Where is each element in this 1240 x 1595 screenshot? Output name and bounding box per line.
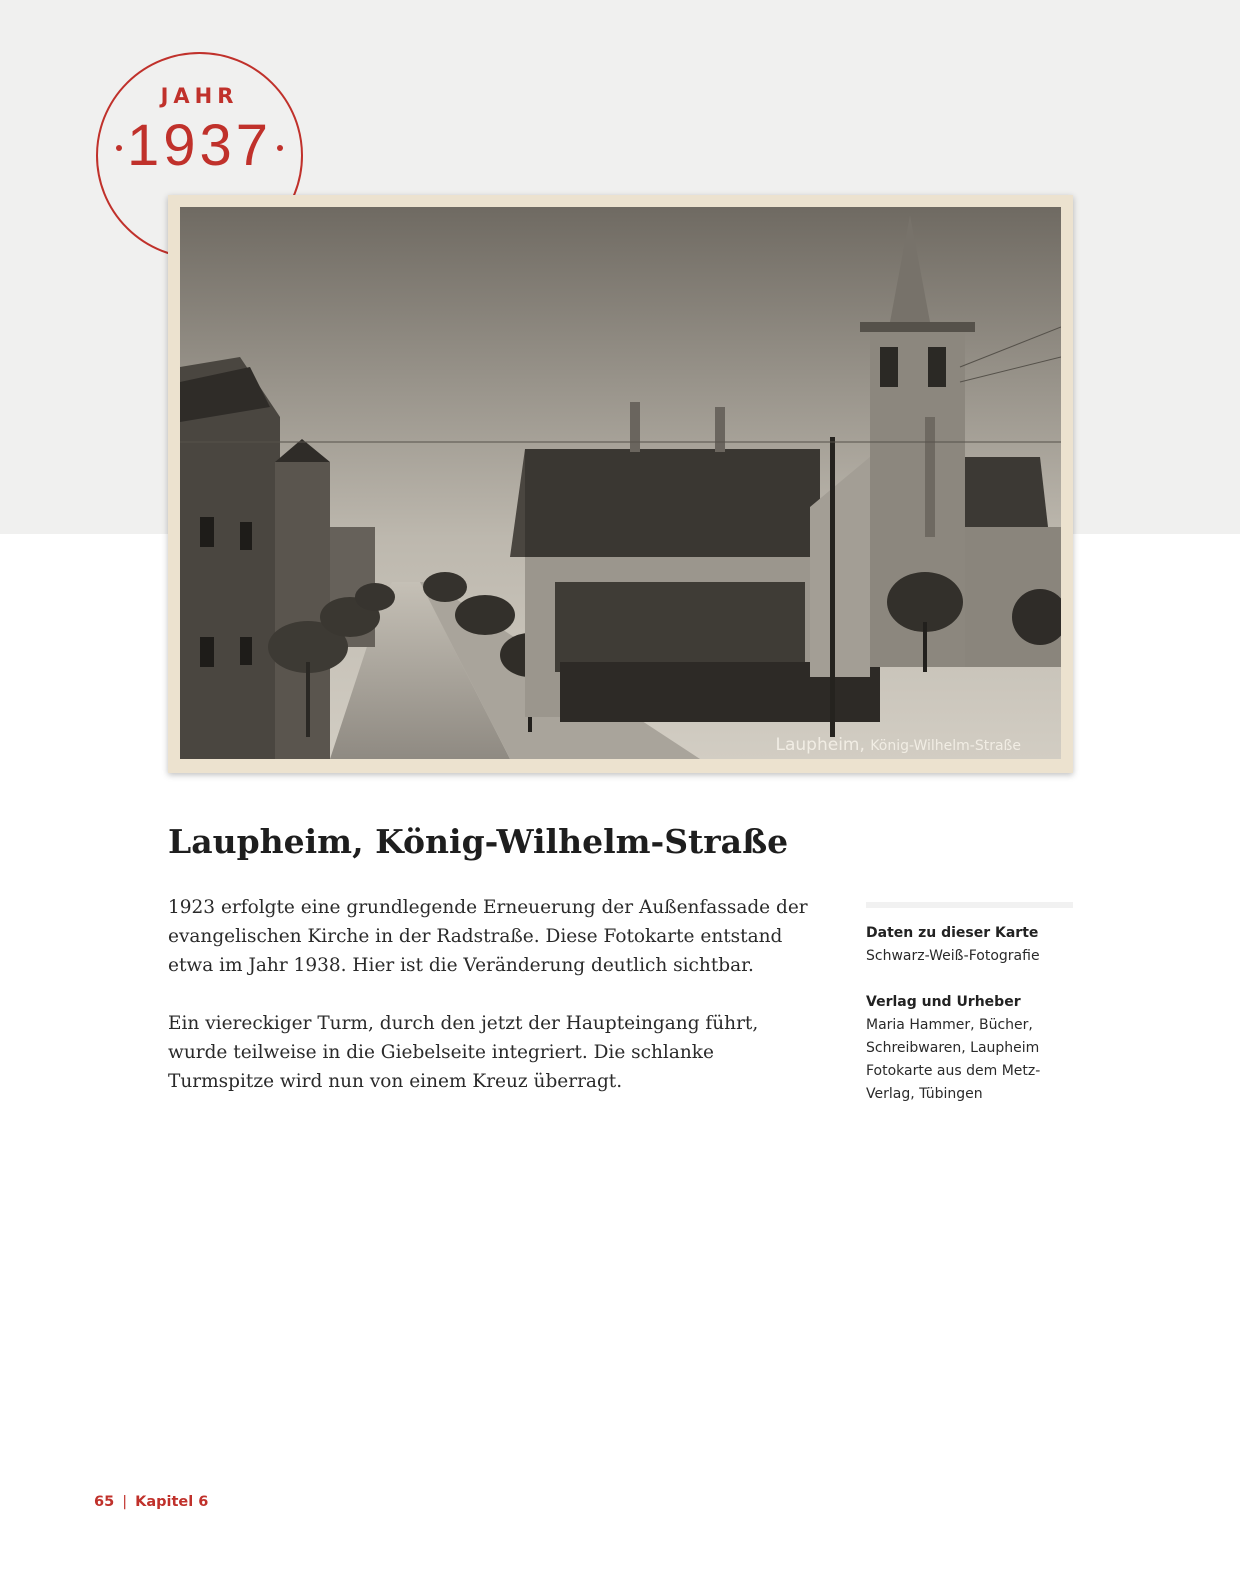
card-info-sidebar: [866, 902, 1073, 1129]
chapter-label: Kapitel 6: [135, 1494, 209, 1510]
postcard-photo: [168, 195, 1073, 773]
publisher-value: Maria Hammer, Bücher, Schreibwaren, Laupheim Fotokarte aus dem Metz-Verlag, Tübingen: [866, 1017, 1041, 1102]
page-number: 65: [94, 1494, 115, 1510]
article-body: [168, 893, 808, 1125]
photo-caption: [776, 735, 1022, 755]
publisher-block: [866, 991, 1073, 1106]
year-number: 1937: [126, 113, 273, 178]
article-paragraph: Ein viereckiger Turm, durch den jetzt der Haupteingang führt, wurde teilweise in die Giebelseite integriert. Die schlanke Turmspitze wird nun von einem Kreuz überragt.: [168, 1013, 759, 1092]
card-data-label: Daten zu dieser Karte: [866, 925, 1039, 941]
footer-separator: |: [122, 1494, 128, 1510]
photo-caption-street: König-Wilhelm-Straße: [870, 738, 1021, 754]
publisher-label: Verlag und Urheber: [866, 994, 1021, 1010]
photo-caption-place: Laupheim,: [775, 735, 865, 755]
street-photo: [180, 207, 1061, 759]
page-title: Laupheim, König-Wilhelm-Straße: [168, 822, 789, 861]
street-scene-illustration: [180, 207, 1061, 759]
article-paragraph: 1923 erfolgte eine grundlegende Erneuerung der Außenfassade der evangelischen Kirche in der Radstraße. Diese Fotokarte entstand etwa im Jahr 1938. Hier ist die Veränderung deutlich sichtbar.: [168, 897, 808, 976]
year-label: JAHR: [160, 84, 239, 108]
card-data-block: [866, 922, 1073, 968]
page-footer: [94, 1494, 208, 1510]
card-data-value: Schwarz-Weiß-Fotografie: [866, 948, 1040, 964]
year-dot-right: [277, 145, 283, 151]
